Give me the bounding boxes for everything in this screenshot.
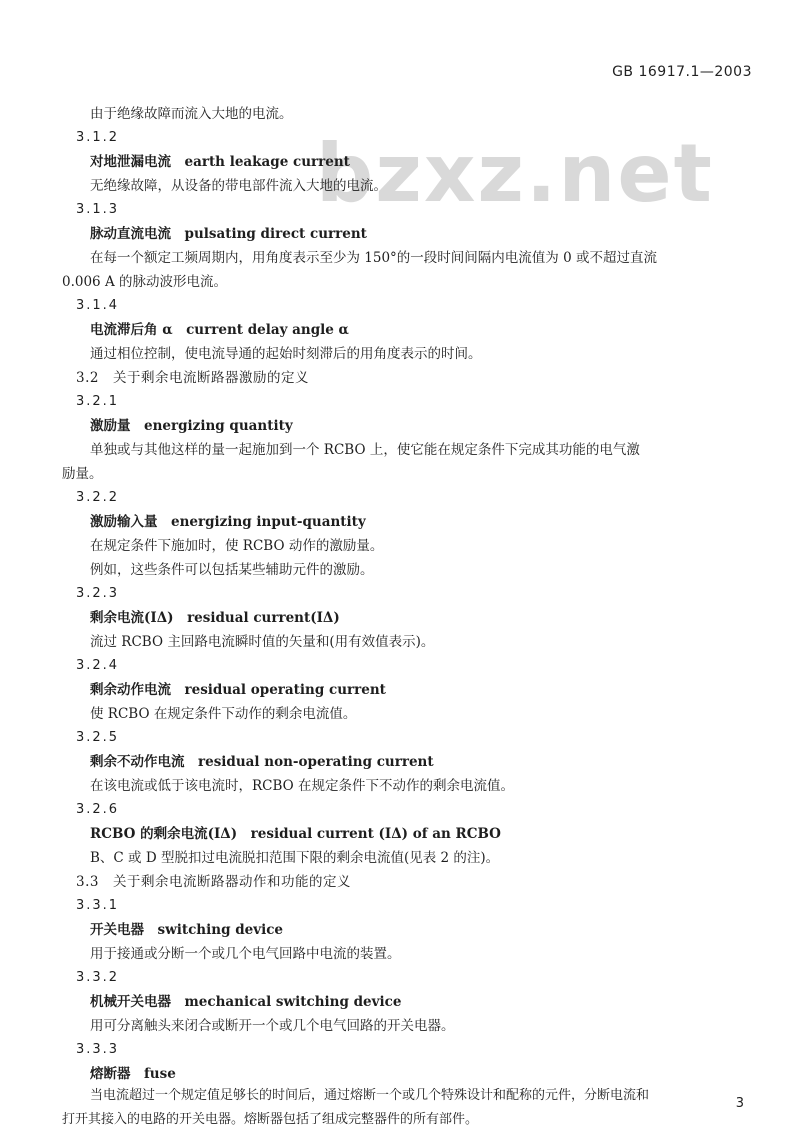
clause-number: 3.3.1 xyxy=(76,898,120,913)
clause-number: 3.2.3 xyxy=(76,586,120,601)
section-heading: 3.2 关于剩余电流断路器激励的定义 xyxy=(76,370,309,386)
page-number: 3 xyxy=(735,1096,744,1111)
clause-number: 3.2.1 xyxy=(76,394,120,409)
definition-text: 在每一个额定工频周期内，用角度表示至少为 150°的一段时间间隔内电流值为 0 或不超过直流 xyxy=(90,250,657,266)
term-heading: 激励输入量 energizing input-quantity xyxy=(90,514,366,530)
term-heading: 脉动直流电流 pulsating direct current xyxy=(90,226,367,242)
definition-text: 打开其接入的电路的开关电器。熔断器包括了组成完整器件的所有部件。 xyxy=(62,1112,479,1127)
term-heading: 激励量 energizing quantity xyxy=(90,418,293,434)
term-heading: 机械开关电器 mechanical switching device xyxy=(90,994,402,1010)
section-heading: 3.3 关于剩余电流断路器动作和功能的定义 xyxy=(76,874,351,890)
standard-number: GB 16917.1—2003 xyxy=(612,64,752,80)
definition-text: 单独或与其他这样的量一起施加到一个 RCBO 上，使它能在规定条件下完成其功能的电气激 xyxy=(90,442,640,458)
definition-text: 用可分离触头来闭合或断开一个或几个电气回路的开关电器。 xyxy=(90,1018,455,1034)
clause-number: 3.3.3 xyxy=(76,1042,120,1057)
clause-number: 3.2.6 xyxy=(76,802,120,817)
term-heading: 熔断器 fuse xyxy=(90,1066,176,1082)
term-heading: 剩余动作电流 residual operating current xyxy=(90,682,386,698)
clause-number: 3.2.4 xyxy=(76,658,120,673)
definition-text: 流过 RCBO 主回路电流瞬时值的矢量和(用有效值表示)。 xyxy=(90,634,435,650)
definition-text: 励量。 xyxy=(62,466,103,482)
definition-text: 无绝缘故障，从设备的带电部件流入大地的电流。 xyxy=(90,178,387,194)
definition-text: 例如，这些条件可以包括某些辅助元件的激励。 xyxy=(90,562,374,578)
clause-number: 3.1.3 xyxy=(76,202,120,217)
definition-text: 在该电流或低于该电流时，RCBO 在规定条件下不动作的剩余电流值。 xyxy=(90,778,515,794)
clause-number: 3.2.5 xyxy=(76,730,120,745)
definition-text: 用于接通或分断一个或几个电气回路中电流的装置。 xyxy=(90,946,401,962)
definition-text: 当电流超过一个规定值足够长的时间后，通过熔断一个或几个特殊设计和配称的元件，分断电流和 xyxy=(90,1088,650,1103)
watermark: bzxz.net xyxy=(316,127,714,220)
definition-text: 0.006 A 的脉动波形电流。 xyxy=(62,274,227,290)
clause-number: 3.1.4 xyxy=(76,298,120,313)
definition-text: B、C 或 D 型脱扣过电流脱扣范围下限的剩余电流值(见表 2 的注)。 xyxy=(90,850,500,866)
definition-text: 在规定条件下施加时，使 RCBO 动作的激励量。 xyxy=(90,538,384,554)
definition-text: 通过相位控制，使电流导通的起始时刻滞后的用角度表示的时间。 xyxy=(90,346,482,362)
text-line: 由于绝缘故障而流入大地的电流。 xyxy=(90,106,293,122)
clause-number: 3.2.2 xyxy=(76,490,120,505)
definition-text: 使 RCBO 在规定条件下动作的剩余电流值。 xyxy=(90,706,357,722)
term-heading: 剩余不动作电流 residual non-operating current xyxy=(90,754,434,770)
clause-number: 3.1.2 xyxy=(76,130,120,145)
term-heading: RCBO 的剩余电流(IΔ) residual current (IΔ) of an RCBO xyxy=(90,826,501,842)
term-heading: 开关电器 switching device xyxy=(90,922,284,938)
term-heading: 对地泄漏电流 earth leakage current xyxy=(90,154,350,170)
term-heading: 电流滞后角 α current delay angle α xyxy=(90,322,349,338)
term-heading: 剩余电流(IΔ) residual current(IΔ) xyxy=(90,610,340,626)
clause-number: 3.3.2 xyxy=(76,970,120,985)
